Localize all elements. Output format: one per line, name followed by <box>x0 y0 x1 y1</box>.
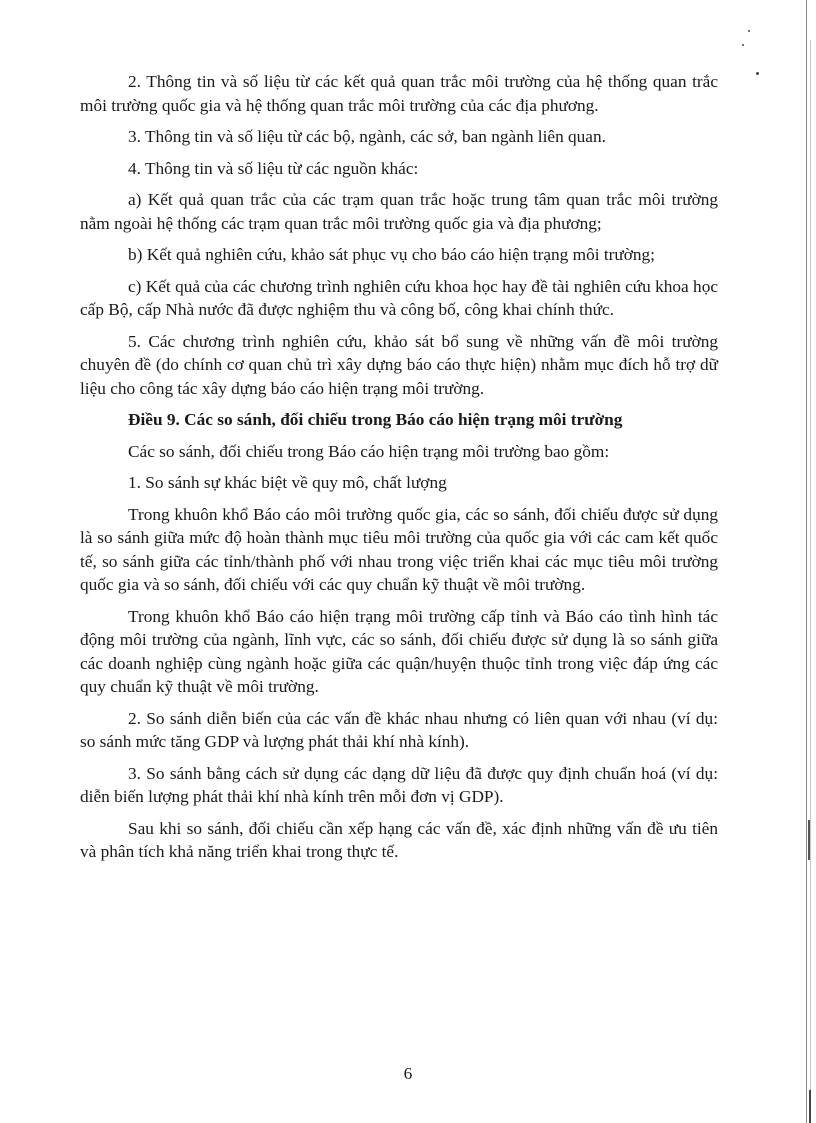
scan-line <box>808 820 810 860</box>
paragraph: 4. Thông tin và số liệu từ các nguồn khác: <box>128 158 419 178</box>
paragraph: 3. Thông tin và số liệu từ các bộ, ngành, các sở, ban ngành liên quan. <box>128 127 606 146</box>
page-number: 6 <box>403 1064 413 1083</box>
paragraph: 2. Thông tin và số liệu từ các kết quả quan trắc môi trường của hệ thống quan trắc môi trường quốc gia và hệ thống quan trắc môi trường của các địa phương. <box>80 72 718 115</box>
document-body <box>80 70 718 872</box>
paragraph: a) Kết quả quan trắc của các trạm quan trắc hoặc trung tâm quan trắc môi trường nằm ngoài hệ thống các trạm quan trắc môi trường quốc gia và địa phương; <box>80 190 718 233</box>
paragraph: c) Kết quả của các chương trình nghiên cứu khoa học hay đề tài nghiên cứu khoa học cấp Bộ, cấp Nhà nước đã được nghiệm thu và công bố, công khai chính thức. <box>80 276 718 319</box>
paragraph: 5. Các chương trình nghiên cứu, khảo sát bổ sung về những vấn đề môi trường chuyên đề (do chính cơ quan chủ trì xây dựng báo cáo thực hiện) nhằm mục đích hỗ trợ dữ liệu cho công tác xây dựng báo cáo hiện trạng môi trường. <box>80 331 718 398</box>
paragraph: b) Kết quả nghiên cứu, khảo sát phục vụ cho báo cáo hiện trạng môi trường; <box>128 245 655 264</box>
scan-edge-artifacts <box>746 0 816 1123</box>
paragraph: Trong khuôn khổ Báo cáo hiện trạng môi trường cấp tỉnh và Báo cáo tình hình tác động môi trường của ngành, lĩnh vực, các so sánh, đối chiếu được sử dụng là so sánh giữa các doanh nghiệp cùng ngành hoặc giữa các quận/huyện thuộc tỉnh trong việc đáp ứng các quy chuẩn kỹ thuật về môi trường. <box>80 606 718 696</box>
scan-speck <box>756 72 759 75</box>
paragraph: Trong khuôn khổ Báo cáo môi trường quốc gia, các so sánh, đối chiếu được sử dụng là so sánh giữa mức độ hoàn thành mục tiêu môi trường của quốc gia với các cam kết quốc tế, so sánh giữa các tỉnh/thành phố với nhau trong việc triển khai các mục tiêu môi trường quốc gia và so sánh, đối chiếu với các quy chuẩn kỹ thuật về môi trường. <box>80 504 718 594</box>
paragraph: Sau khi so sánh, đối chiếu cần xếp hạng các vấn đề, xác định những vấn đề ưu tiên và phân tích khả năng triển khai trong thực tế. <box>80 818 718 861</box>
paragraph: 2. So sánh diễn biến của các vấn đề khác nhau nhưng có liên quan với nhau (ví dụ: so sánh mức tăng GDP và lượng phát thải khí nhà kính). <box>80 708 718 751</box>
scan-speck <box>742 44 744 46</box>
paragraph: Các so sánh, đối chiếu trong Báo cáo hiện trạng môi trường bao gồm: <box>128 441 610 461</box>
paragraph: 3. So sánh bằng cách sử dụng các dạng dữ liệu đã được quy định chuẩn hoá (ví dụ: diễn biến lượng phát thải khí nhà kính trên mỗi đơn vị GDP). <box>80 763 718 806</box>
scan-line <box>806 0 807 1123</box>
scan-line <box>809 1090 811 1123</box>
article-heading: Điều 9. Các so sánh, đối chiếu trong Báo cáo hiện trạng môi trường <box>128 410 623 429</box>
scan-line <box>810 40 811 1120</box>
scan-speck <box>748 30 750 32</box>
paragraph: 1. So sánh sự khác biệt về quy mô, chất lượng <box>128 473 447 492</box>
